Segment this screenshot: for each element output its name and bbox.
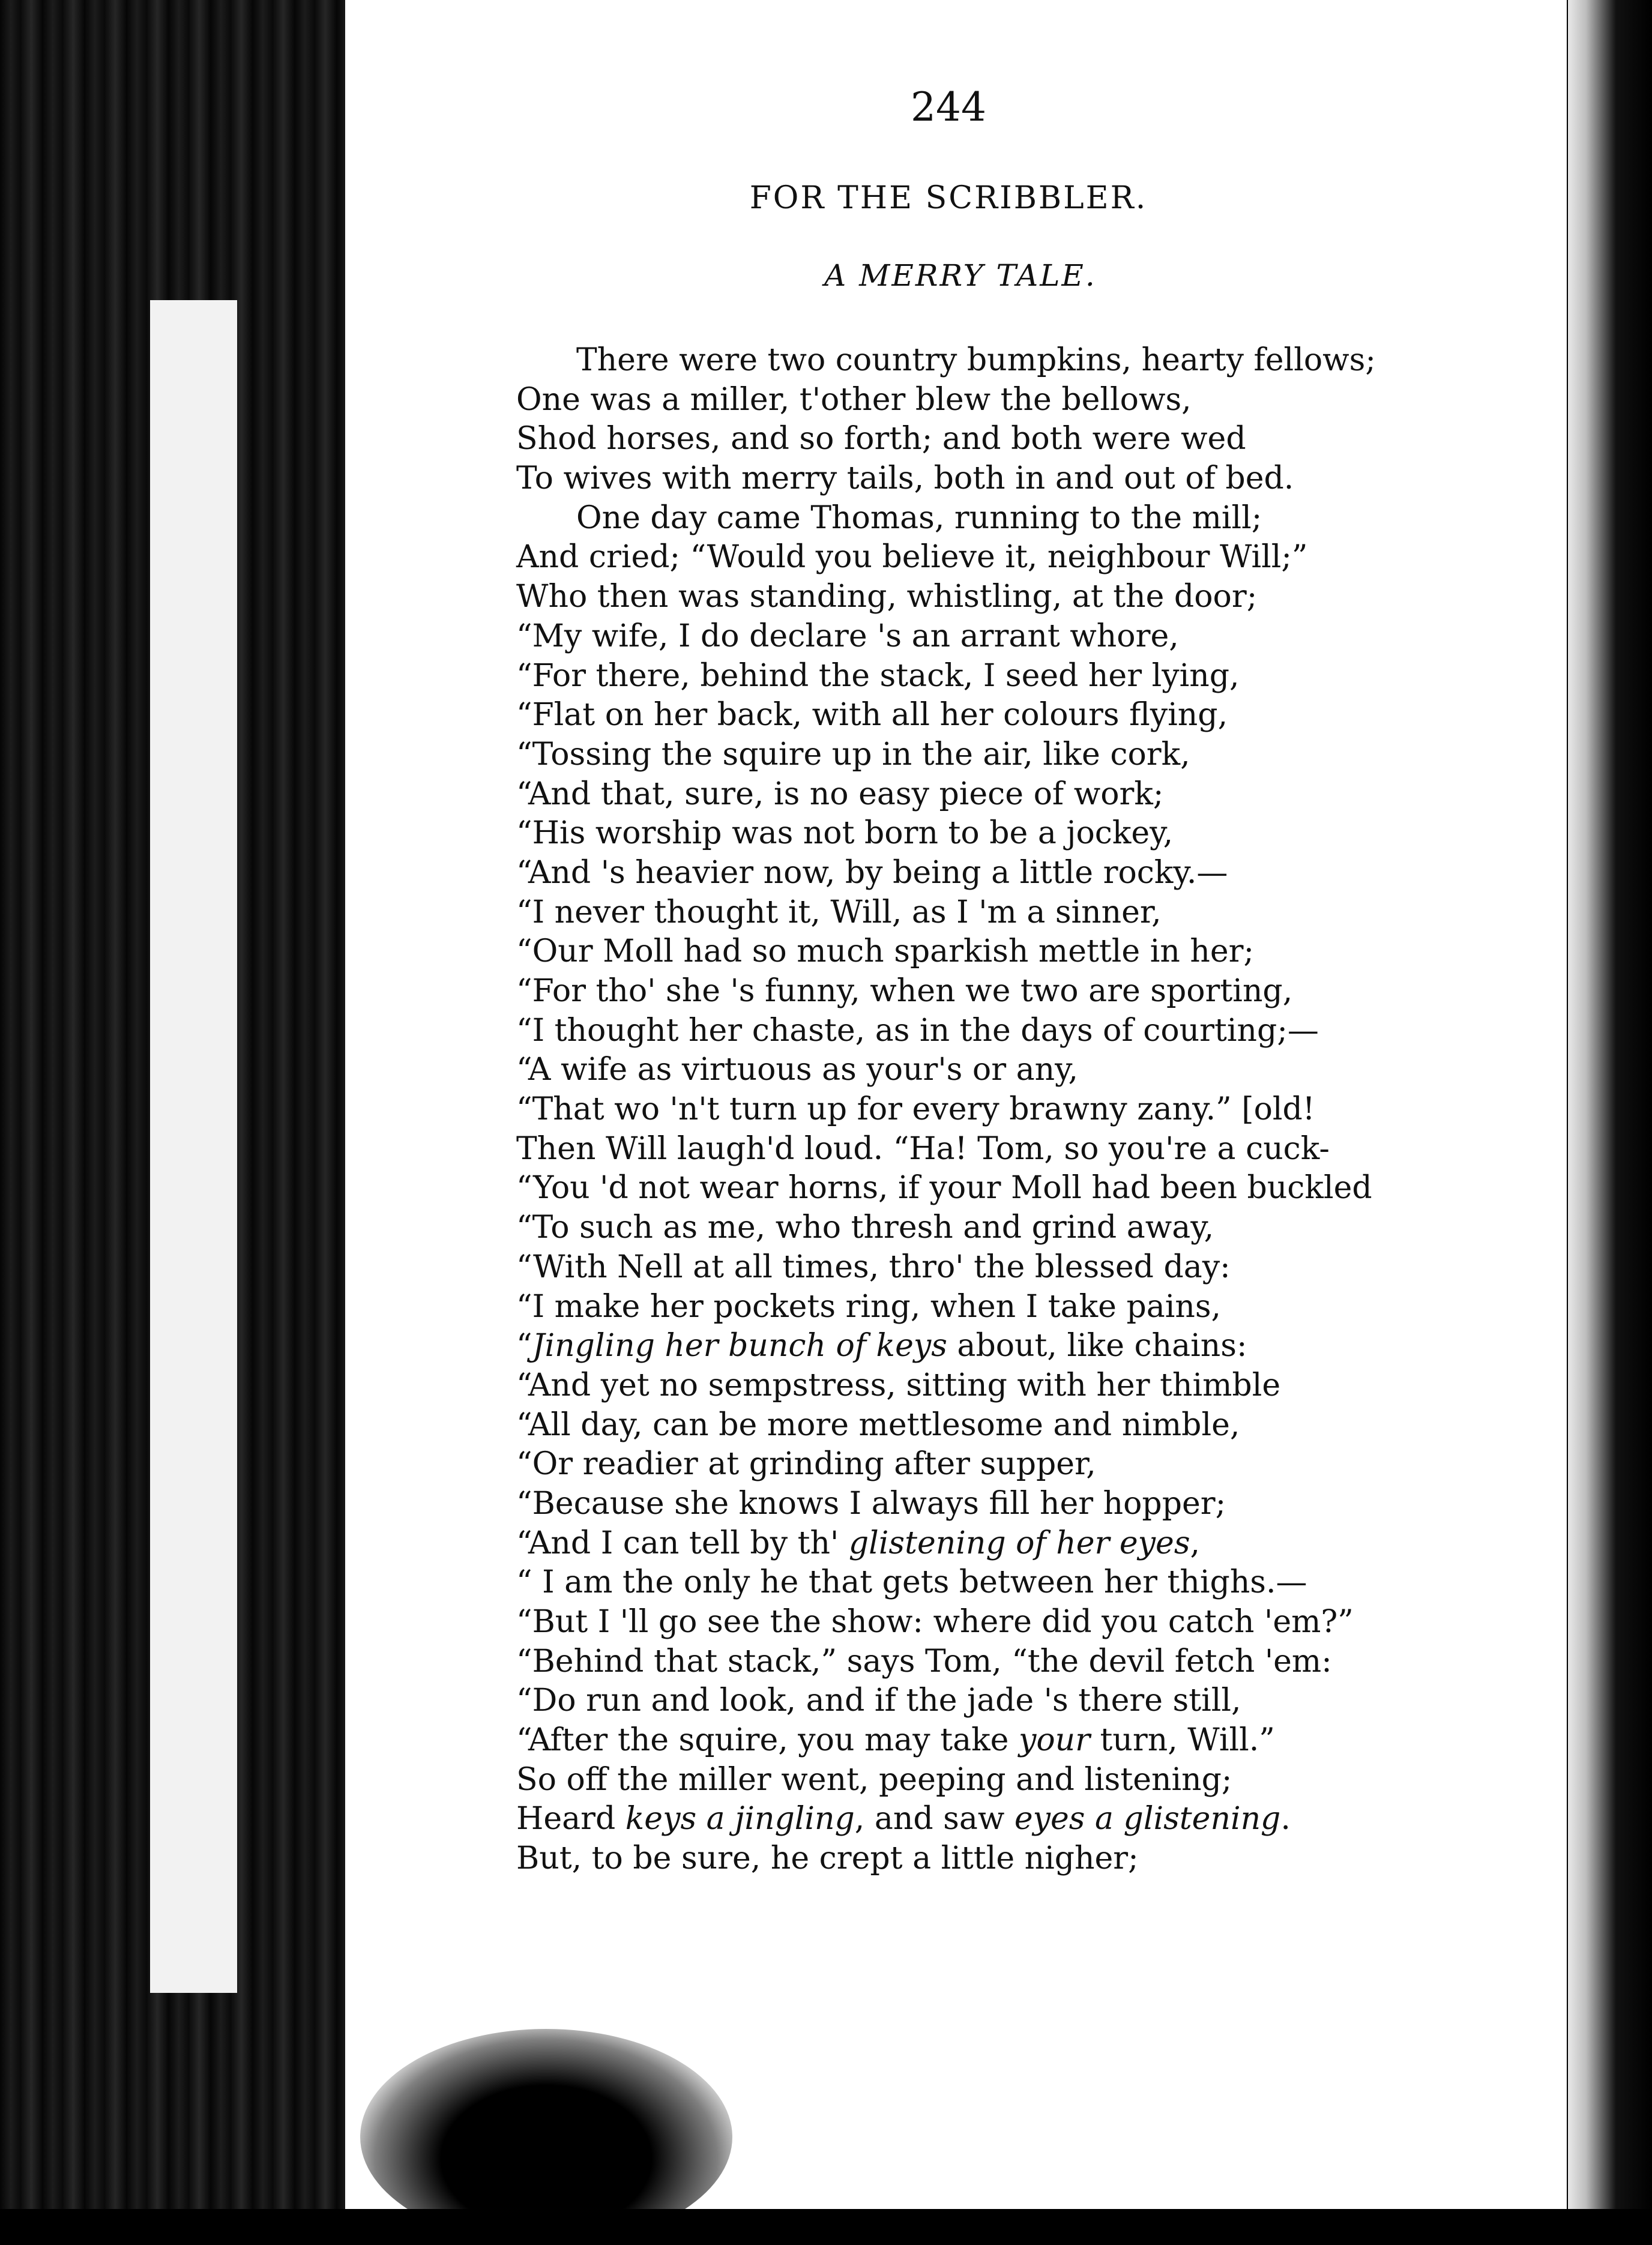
poem-line [516, 932, 1453, 972]
line-text: “Behind that stack,” says Tom, “the devil fetch 'em: [516, 1643, 1332, 1680]
line-text: “With Nell at all times, thro' the blessed day: [516, 1249, 1231, 1285]
line-text: One day came Thomas, running to the mill; [576, 499, 1262, 536]
poem-line [516, 775, 1453, 815]
line-text: “I thought her chaste, as in the days of courting;— [516, 1012, 1319, 1049]
page-number: 244 [911, 84, 986, 130]
line-text: “And that, sure, is no easy piece of work; [516, 776, 1164, 812]
italic-phrase: Jingling her bunch of keys [532, 1328, 947, 1364]
line-text: “After the squire, you may take [516, 1722, 1019, 1759]
poem-line [516, 1524, 1453, 1564]
italic-phrase: glistening of her eyes [848, 1525, 1190, 1561]
poem-line [516, 1248, 1453, 1288]
poem-text [516, 341, 1453, 1879]
line-text: “I never thought it, Will, as I 'm a sinner, [516, 894, 1162, 930]
poem-line [516, 814, 1453, 854]
poem-line [516, 1681, 1453, 1721]
line-text: “Tossing the squire up in the air, like cork, [516, 736, 1190, 773]
line-text: “You 'd not wear horns, if your Moll had been buckled [516, 1170, 1372, 1207]
line-text: turn, Will.” [1090, 1722, 1275, 1759]
line-text: “Because she knows I always fill her hopper; [516, 1485, 1226, 1522]
poem-line [516, 1011, 1453, 1051]
line-text: Shod horses, and so forth; and both were wed [516, 421, 1246, 457]
line-text: “Flat on her back, with all her colours flying, [516, 697, 1228, 734]
line-text: “ I am the only he that gets between her thighs.— [516, 1564, 1307, 1601]
poem-line [516, 1761, 1453, 1800]
line-text: “Or readier at grinding after supper, [516, 1446, 1096, 1483]
poem-line [516, 538, 1453, 577]
poem-line [516, 1208, 1453, 1248]
line-text: “And I can tell by th' [516, 1525, 849, 1561]
line-text: To wives with merry tails, both in and out of bed. [516, 460, 1294, 497]
scan-shadow [360, 2029, 732, 2245]
line-text: “To such as me, who thresh and grind away, [516, 1210, 1214, 1246]
line-text: “Our Moll had so much sparkish mettle in her; [516, 933, 1254, 970]
binding-paper-strip [150, 300, 237, 1993]
poem-line [516, 459, 1453, 499]
poem-line [516, 1721, 1453, 1761]
poem-line [516, 893, 1453, 933]
poem-line [516, 1484, 1453, 1524]
poem-line [516, 1563, 1453, 1603]
section-header: FOR THE SCRIBBLER. [749, 180, 1148, 216]
line-text: And cried; “Would you believe it, neighbour Will;” [516, 539, 1308, 576]
poem-line [516, 1445, 1453, 1484]
line-text: “For there, behind the stack, I seed her lying, [516, 657, 1240, 694]
line-text: about, like chains: [947, 1328, 1247, 1364]
poem-line [516, 1090, 1453, 1130]
poem-line [516, 577, 1453, 617]
poem-line [516, 1800, 1453, 1839]
line-text: “And yet no sempstress, sitting with her thimble [516, 1367, 1281, 1403]
line-text: “Do run and look, and if the jade 's there still, [516, 1683, 1241, 1719]
poem-line [516, 657, 1453, 696]
line-text: “A wife as virtuous as your's or any, [516, 1052, 1079, 1088]
poem-line [516, 341, 1453, 381]
poem-line [516, 420, 1453, 459]
poem-line [516, 1327, 1453, 1366]
poem-line [516, 1130, 1453, 1169]
poem-line [516, 1366, 1453, 1406]
line-text: But, to be sure, he crept a little nigher; [516, 1840, 1139, 1877]
line-text: “His worship was not born to be a jockey, [516, 815, 1174, 852]
poem-line [516, 1839, 1453, 1879]
poem-line [516, 499, 1453, 538]
poem-line [516, 972, 1453, 1011]
line-text: , and saw [854, 1801, 1014, 1837]
line-text: “I make her pockets ring, when I take pains, [516, 1288, 1222, 1325]
italic-phrase: keys a jingling [625, 1801, 855, 1837]
line-text: “My wife, I do declare 's an arrant whore, [516, 618, 1179, 654]
line-text: There were two country bumpkins, hearty fellows; [576, 342, 1376, 378]
italic-phrase: eyes a glistening [1014, 1801, 1281, 1837]
poem-line [516, 1603, 1453, 1642]
italic-phrase: your [1018, 1722, 1090, 1759]
line-text: “But I 'll go see the show: where did you catch 'em?” [516, 1604, 1354, 1640]
line-text: “All day, can be more mettlesome and nimble, [516, 1406, 1240, 1443]
poem-line [516, 735, 1453, 775]
line-text: “ [516, 1328, 532, 1364]
line-text: So off the miller went, peeping and listening; [516, 1761, 1232, 1798]
line-text: . [1280, 1801, 1291, 1837]
poem-line [516, 1050, 1453, 1090]
poem-line [516, 1642, 1453, 1682]
poem-line [516, 1169, 1453, 1208]
line-text: “That wo 'n't turn up for every brawny zany.” [old! [516, 1091, 1315, 1128]
poem-line [516, 696, 1453, 735]
line-text: Heard [516, 1801, 626, 1837]
right-page-edge [1568, 0, 1652, 2209]
poem-line [516, 854, 1453, 893]
poem-title: A MERRY TALE. [824, 258, 1097, 293]
line-text: Who then was standing, whistling, at the door; [516, 579, 1258, 615]
line-text: , [1190, 1525, 1201, 1561]
poem-line [516, 381, 1453, 420]
poem-line [516, 1406, 1453, 1445]
line-text: Then Will laugh'd loud. “Ha! Tom, so you're a cuck- [516, 1130, 1330, 1167]
line-text: “And 's heavier now, by being a little rocky.— [516, 854, 1228, 891]
line-text: “For tho' she 's funny, when we two are sporting, [516, 973, 1293, 1009]
poem-line [516, 1288, 1453, 1327]
poem-line [516, 617, 1453, 657]
line-text: One was a miller, t'other blew the bellows, [516, 381, 1192, 418]
